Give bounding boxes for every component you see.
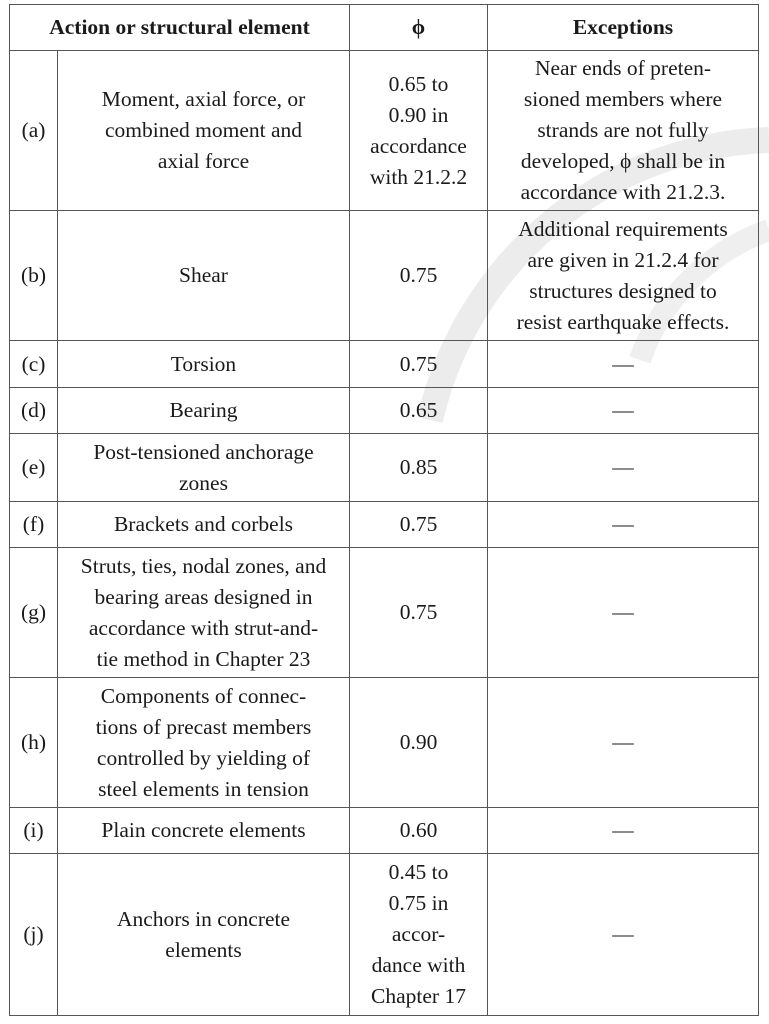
exception-cell-line: — xyxy=(612,600,634,624)
phi-cell-line: dance with xyxy=(371,953,466,977)
action-cell xyxy=(58,341,350,388)
exception-cell xyxy=(488,678,759,808)
action-cell-line: accordance with strut-and- xyxy=(88,615,319,640)
table-row xyxy=(10,51,759,211)
exception-cell-line: Additional requirements xyxy=(518,216,728,241)
action-cell-line: zones xyxy=(179,470,228,495)
exception-cell-line: strands are not fully xyxy=(537,118,709,142)
action-cell xyxy=(58,548,350,678)
phi-cell-line: 0.60 xyxy=(399,818,438,842)
action-cell xyxy=(58,502,350,548)
phi-cell xyxy=(350,678,488,808)
row-label: (d) xyxy=(10,388,58,434)
table-body xyxy=(10,51,759,1016)
exception-cell xyxy=(488,854,759,1016)
exception-cell-line: Near ends of preten- xyxy=(534,56,712,80)
exception-cell xyxy=(488,211,759,341)
exception-cell-line: accordance with 21.2.3. xyxy=(520,180,726,204)
phi-cell xyxy=(350,211,488,341)
exception-cell xyxy=(488,51,759,211)
action-cell-line: steel elements in tension xyxy=(98,776,309,801)
phi-cell xyxy=(350,434,488,502)
exception-cell-line: — xyxy=(612,730,634,754)
action-cell-line: tions of precast members xyxy=(95,714,312,739)
phi-cell-line: accordance xyxy=(370,133,467,158)
exception-cell-line: sioned members where xyxy=(523,87,723,111)
action-cell xyxy=(58,51,350,211)
phi-cell xyxy=(350,548,488,678)
exception-cell-line: — xyxy=(612,922,634,946)
table-row xyxy=(10,388,759,434)
action-cell xyxy=(58,808,350,854)
action-cell xyxy=(58,211,350,341)
phi-cell-line: 0.75 in xyxy=(388,891,449,915)
phi-cell-line: accor- xyxy=(391,922,446,946)
exception-cell-line: — xyxy=(612,818,634,842)
row-label: (b) xyxy=(10,211,58,341)
exception-cell-line: are given in 21.2.4 for xyxy=(527,247,719,272)
action-cell-line: Plain concrete elements xyxy=(101,818,306,842)
action-cell-line: Torsion xyxy=(170,351,237,376)
table-row xyxy=(10,211,759,341)
row-label: (h) xyxy=(10,678,58,808)
action-cell-line: elements xyxy=(165,937,242,962)
row-label: (c) xyxy=(10,341,58,388)
phi-cell xyxy=(350,502,488,548)
table-row xyxy=(10,678,759,808)
exception-cell xyxy=(488,388,759,434)
phi-cell-line: 0.45 to xyxy=(388,860,449,884)
action-cell-line: Anchors in concrete xyxy=(116,906,291,931)
row-label: (i) xyxy=(10,808,58,854)
exception-cell-line: — xyxy=(612,455,634,479)
action-cell-line: Bearing xyxy=(169,398,238,422)
table-row xyxy=(10,341,759,388)
action-cell-line: Components of connec- xyxy=(100,683,307,708)
exception-cell-line: — xyxy=(612,512,634,536)
action-cell-line: Struts, ties, nodal zones, and xyxy=(80,553,327,578)
exception-cell-line: structures designed to xyxy=(529,278,717,303)
action-cell-line: controlled by yielding of xyxy=(96,745,311,770)
action-cell-line: bearing areas designed in xyxy=(94,584,313,609)
phi-cell xyxy=(350,51,488,211)
action-cell-line: axial force xyxy=(157,149,250,173)
phi-cell-line: 0.65 to xyxy=(388,71,449,96)
exception-cell xyxy=(488,808,759,854)
header-row xyxy=(10,5,759,51)
row-label: (a) xyxy=(10,51,58,211)
row-label: (j) xyxy=(10,854,58,1016)
table-row xyxy=(10,434,759,502)
phi-cell xyxy=(350,341,488,388)
phi-cell-line: 0.90 in xyxy=(388,102,449,127)
row-label: (e) xyxy=(10,434,58,502)
action-cell-line: Moment, axial force, or xyxy=(101,87,306,111)
exception-cell xyxy=(488,548,759,678)
exception-cell-line: developed, ϕ shall be in xyxy=(520,149,726,173)
exception-cell xyxy=(488,341,759,388)
phi-cell-line: 0.75 xyxy=(399,351,438,376)
strength-reduction-factor-table xyxy=(9,4,759,1016)
phi-cell-line: 0.75 xyxy=(399,600,438,624)
phi-cell-line: 0.85 xyxy=(399,455,438,479)
phi-cell-line: 0.75 xyxy=(399,512,438,536)
action-cell-line: combined moment and xyxy=(104,118,303,142)
exception-cell-line: — xyxy=(612,398,634,422)
phi-cell-line: 0.75 xyxy=(399,263,438,287)
exception-cell-line: — xyxy=(612,351,634,376)
phi-cell xyxy=(350,854,488,1016)
action-cell xyxy=(58,434,350,502)
table-row xyxy=(10,854,759,1016)
phi-cell-line: 0.65 xyxy=(399,398,438,422)
exception-cell-line: resist earthquake effects. xyxy=(516,309,730,334)
phi-cell-line: with 21.2.2 xyxy=(369,164,468,189)
phi-cell xyxy=(350,388,488,434)
table-row xyxy=(10,808,759,854)
row-label: (f) xyxy=(10,502,58,548)
action-cell-line: Post-tensioned anchorage xyxy=(93,439,314,464)
action-cell xyxy=(58,678,350,808)
phi-cell xyxy=(350,808,488,854)
header-phi: ϕ xyxy=(350,5,488,51)
header-action: Action or structural element xyxy=(10,5,350,51)
action-cell-line: tie method in Chapter 23 xyxy=(96,646,311,671)
table-row xyxy=(10,548,759,678)
table-row xyxy=(10,502,759,548)
header-exceptions: Exceptions xyxy=(488,5,759,51)
action-cell-line: Shear xyxy=(179,263,228,287)
action-cell xyxy=(58,388,350,434)
exception-cell xyxy=(488,434,759,502)
row-label: (g) xyxy=(10,548,58,678)
phi-cell-line: Chapter 17 xyxy=(371,984,466,1008)
exception-cell xyxy=(488,502,759,548)
phi-cell-line: 0.90 xyxy=(399,730,438,754)
action-cell-line: Brackets and corbels xyxy=(113,512,294,536)
action-cell xyxy=(58,854,350,1016)
